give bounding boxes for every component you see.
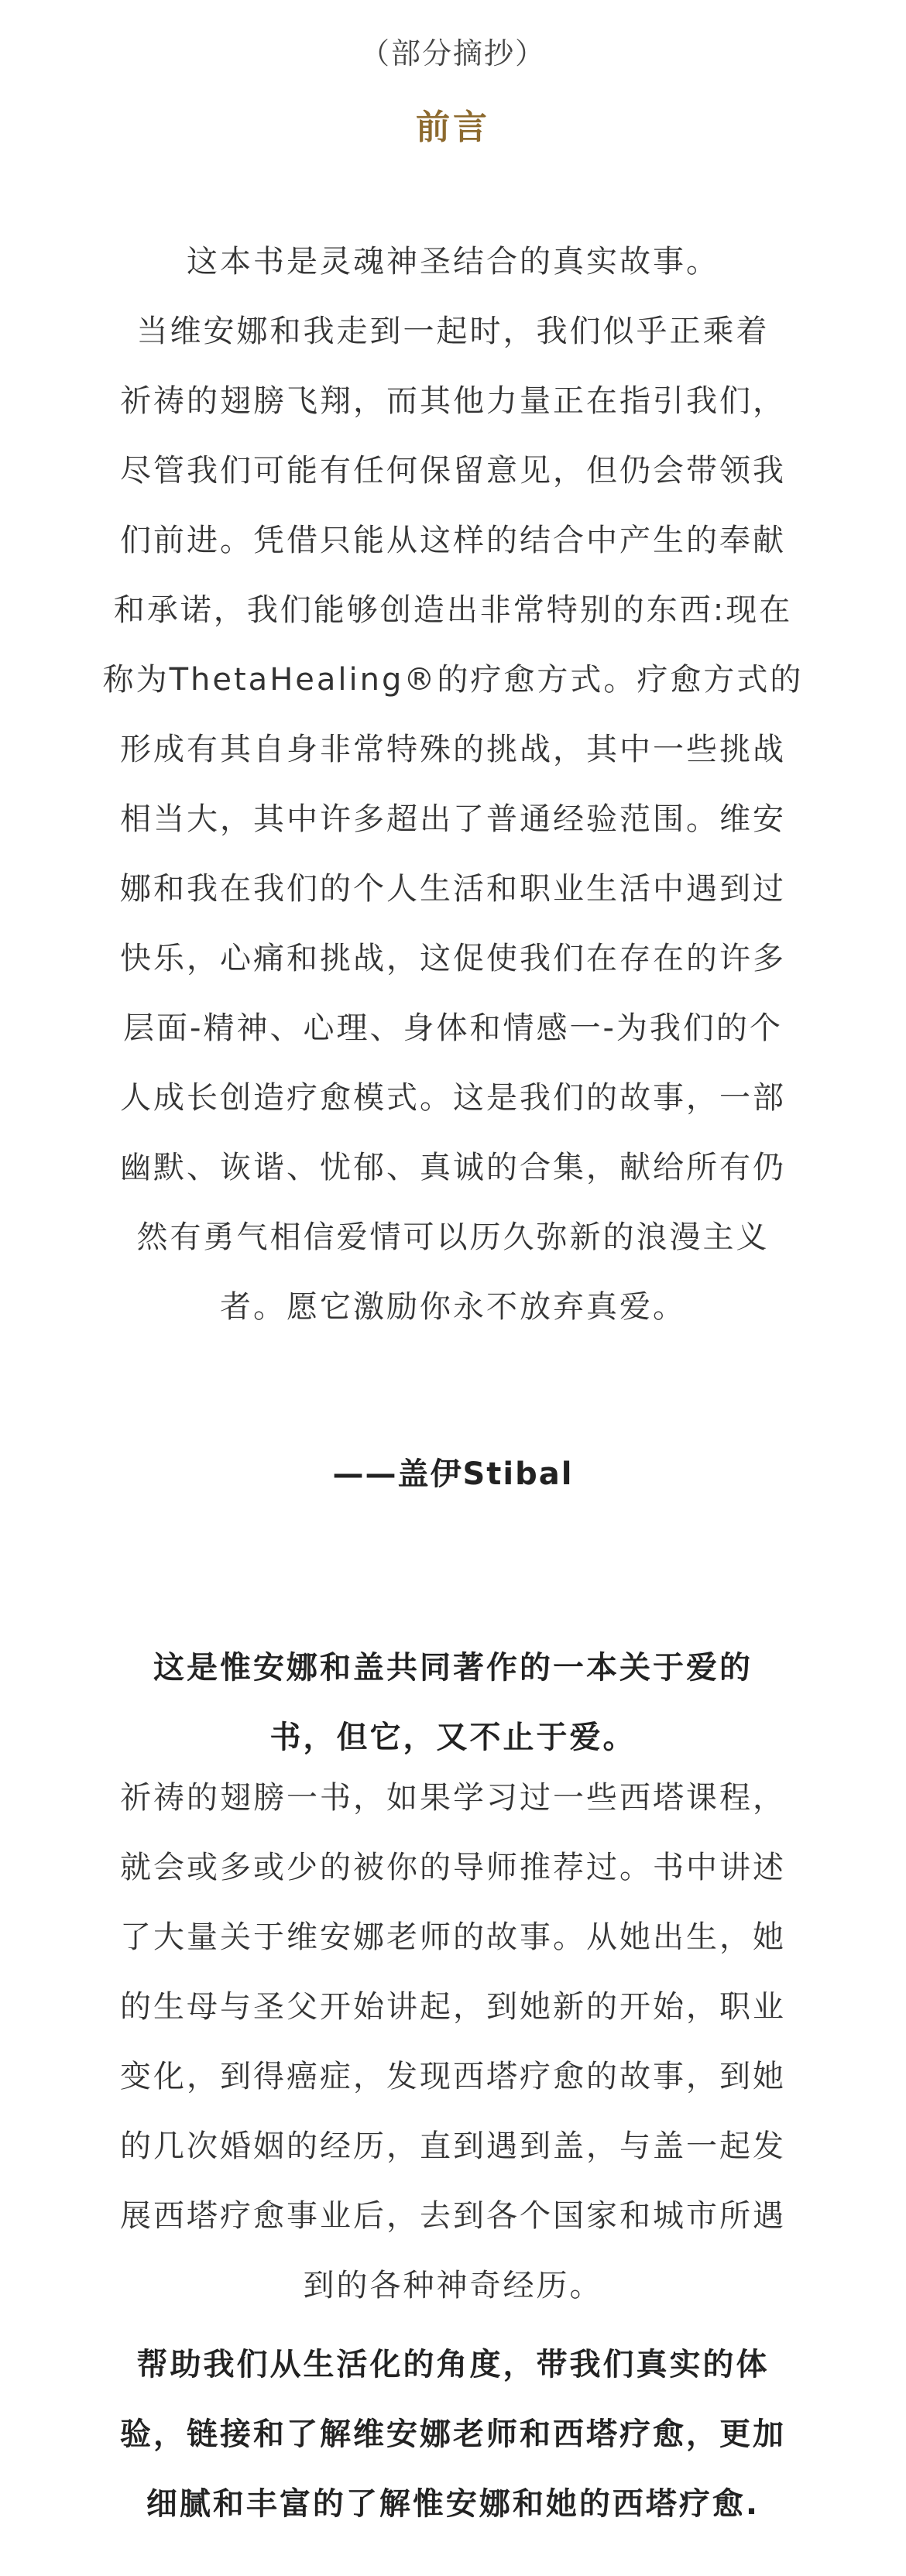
foreword-line: 祈祷的翅膀飞翔，而其他力量正在指引我们， (120, 383, 786, 419)
foreword-line: 者。愿它激励你永不放弃真爱。 (220, 1289, 686, 1325)
foreword-line: 人成长创造疗愈模式。这是我们的故事，一部 (120, 1080, 786, 1116)
foreword-line: 娜和我在我们的个人生活和职业生活中遇到过 (120, 871, 786, 907)
foreword-line: 称为ThetaHealing®的疗愈方式。疗愈方式的 (102, 662, 804, 698)
foreword-line: 幽默、诙谐、忧郁、真诚的合集，献给所有仍 (120, 1150, 786, 1185)
closing-bold-line: 细腻和丰富的了解惟安娜和她的西塔疗愈. (146, 2486, 760, 2522)
foreword-line: 形成有其自身非常特殊的挑战，其中一些挑战 (120, 732, 786, 767)
foreword-line: 当维安娜和我走到一起时，我们似乎正乘着 (136, 314, 770, 349)
intro-line: 变化，到得癌症，发现西塔疗愈的故事，到她 (120, 2059, 786, 2094)
intro-line: 就会或多或少的被你的导师推荐过。书中讲述 (120, 1850, 786, 1885)
page-title: 前言 (416, 108, 490, 147)
intro-line: 到的各种神奇经历。 (303, 2268, 603, 2303)
foreword-line: 和承诺，我们能够创造出非常特别的东西:现在 (113, 592, 793, 628)
intro-line: 的生母与圣父开始讲起，到她新的开始，职业 (120, 1989, 786, 2025)
intro-bold-line: 这是惟安娜和盖共同著作的一本关于爱的 (153, 1650, 753, 1686)
intro-line: 展西塔疗愈事业后，去到各个国家和城市所遇 (120, 2198, 786, 2234)
author-signature: ——盖伊Stibal (332, 1456, 574, 1492)
foreword-line: 快乐，心痛和挑战，这促使我们在存在的许多 (120, 941, 786, 976)
intro-line: 了大量关于维安娜老师的故事。从她出生，她 (120, 1919, 786, 1955)
foreword-line: 尽管我们可能有任何保留意见，但仍会带领我 (120, 453, 786, 489)
foreword-line: 层面-精神、心理、身体和情感一-为我们的个 (123, 1010, 783, 1046)
foreword-line: 然有勇气相信爱情可以历久弥新的浪漫主义 (136, 1219, 770, 1255)
intro-line: 祈祷的翅膀一书，如果学习过一些西塔课程， (120, 1780, 786, 1816)
foreword-line: 相当大，其中许多超出了普通经验范围。维安 (120, 801, 786, 837)
closing-bold-line: 帮助我们从生活化的角度，带我们真实的体 (136, 2347, 770, 2382)
closing-bold-line: 验，链接和了解维安娜老师和西塔疗愈，更加 (120, 2417, 786, 2452)
foreword-line: 们前进。凭借只能从这样的结合中产生的奉献 (120, 523, 786, 558)
intro-line: 的几次婚姻的经历，直到遇到盖，与盖一起发 (120, 2128, 786, 2164)
excerpt-note: （部分摘抄） (359, 36, 546, 70)
foreword-line: 这本书是灵魂神圣结合的真实故事。 (187, 244, 719, 280)
intro-bold-line: 书，但它，又不止于爱。 (269, 1720, 637, 1755)
